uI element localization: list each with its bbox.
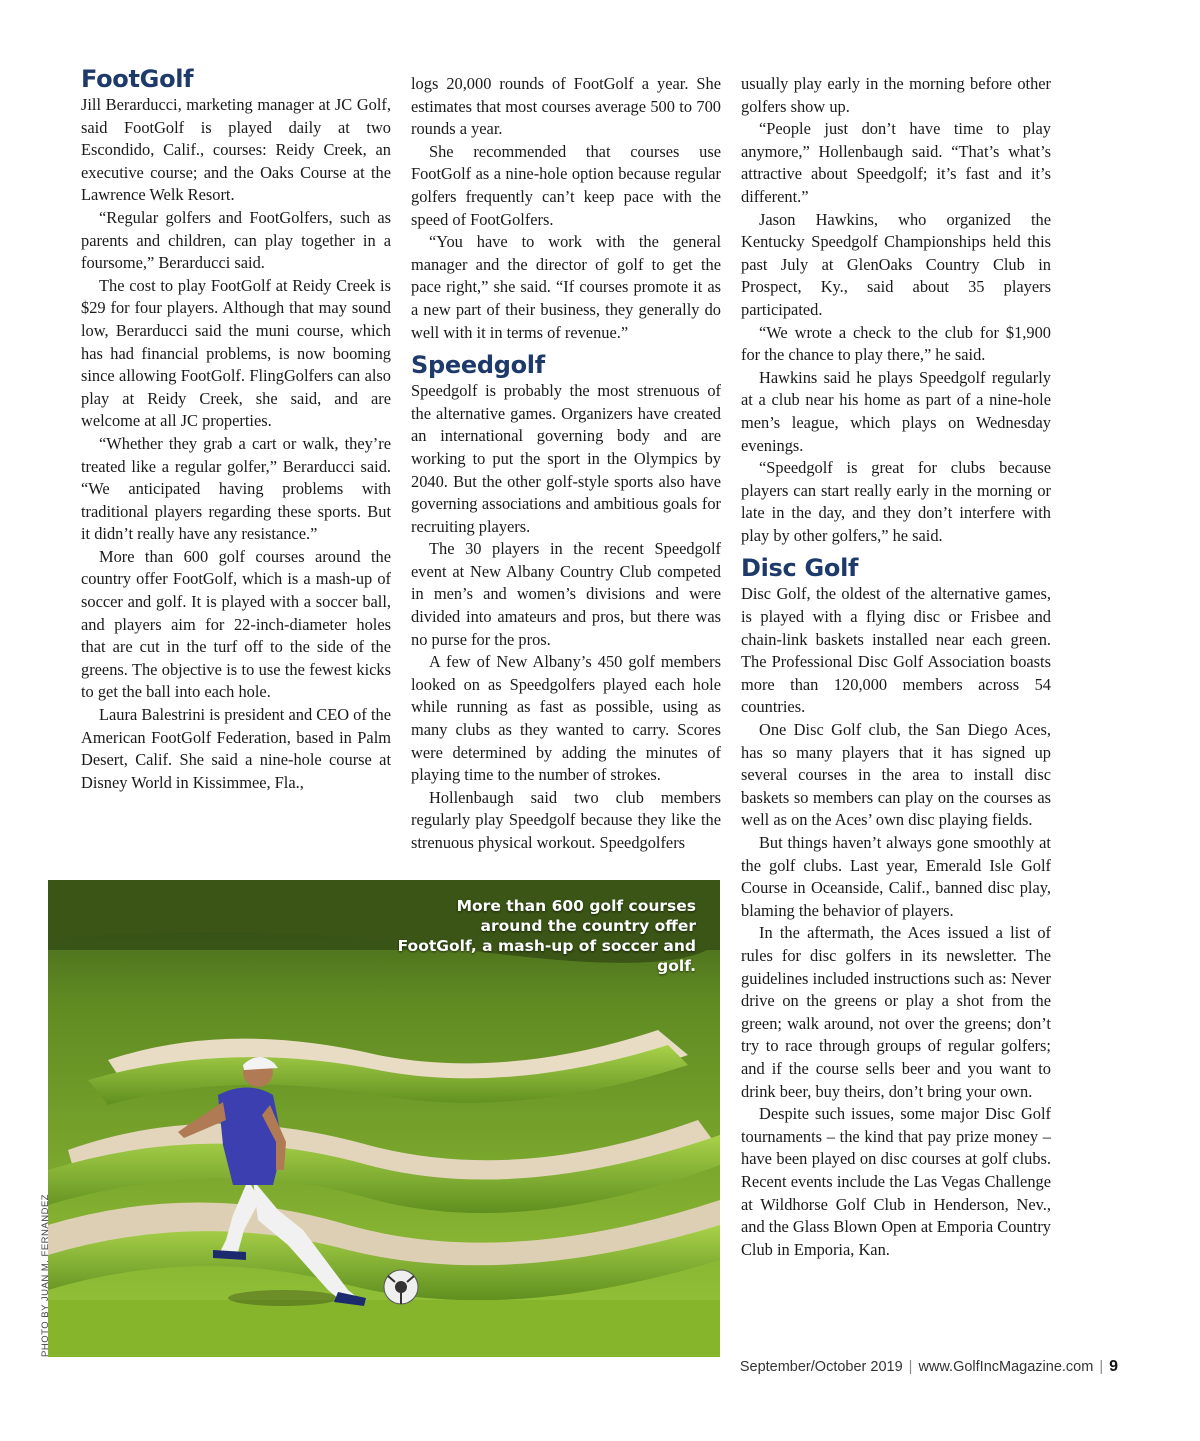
footgolf-photo (48, 880, 720, 1357)
page-footer (740, 1358, 1118, 1376)
paragraph: “People just don’t have time to play anymore,” Hollenbaugh said. “That’s what’s attractive about Speedgolf; it’s fast and it’s different.” (741, 119, 1051, 206)
paragraph: Speedgolf is probably the most strenuous of the alternative games. Organizers have created an international governing body and are working to put the sport in the Olympics by 2040. But the other golf-style sports also have governing associations and ambitious goals for recruiting players. (411, 381, 721, 536)
fairway (48, 1300, 720, 1357)
paragraph: “You have to work with the general manager and the director of golf to get the pace right,” she said. “If courses promote it as a new part of their business, they generally do well with it in terms of revenue.” (411, 232, 721, 342)
paragraph: More than 600 golf courses around the country offer FootGolf, which is a mash-up of soccer and golf. It is played with a soccer ball, and players aim for 22-inch-diameter holes that are cut in the turf off to the side of the greens. The objective is to use the fewest kicks to get the ball into each hole. (81, 546, 391, 702)
column-1 (81, 64, 391, 794)
paragraph: Laura Balestrini is president and CEO of the American FootGolf Federation, based in Palm Desert, Calif. She said a nine-hole course at Disney World in Kissimmee, Fla., (81, 705, 391, 792)
section-heading-disc-golf: Disc Golf (741, 554, 859, 583)
paragraph: Despite such issues, some major Disc Golf tournaments – the kind that pay prize money – have been played on disc courses at golf clubs. Recent events include the Las Vegas Challenge at Wildhorse Golf Club in Henderson, Nev., and the Glass Blown Open at Emporia Country Club in Emporia, Kan. (741, 1104, 1052, 1259)
website-link[interactable]: www.GolfIncMagazine.com (918, 1359, 1094, 1375)
paragraph: In the aftermath, the Aces issued a list of rules for disc golfers in its newsletter. The guidelines included instructions such as: Never drive on the greens or play a shot from the green; walk around, not over the greens; don’t try to race through groups of regular golfers; and if the course sells beer and you want to drink beer, buy theirs, don’t bring your own. (741, 923, 1051, 1101)
section-heading-speedgolf: Speedgolf (411, 351, 545, 380)
paragraph: Hollenbaugh said two club members regularly play Speedgolf because they like the strenuous physical workout. Speedgolfers (411, 787, 721, 852)
paragraph: Jason Hawkins, who organized the Kentucky Speedgolf Championships held this past July at GlenOaks Country Club in Prospect, Ky., said about 35 players participated. (741, 209, 1051, 319)
column-3 (741, 73, 1051, 1261)
photo-caption: More than 600 golf courses around the country offer FootGolf, a mash-up of soccer and golf. (397, 897, 696, 975)
paragraph: Disc Golf, the oldest of the alternative games, is played with a flying disc or Frisbee and chain-link baskets installed near each green. The Professional Disc Golf Association boasts more than 120,000 members across 54 countries. (741, 584, 1051, 717)
paragraph: She recommended that courses use FootGolf as a nine-hole option because regular golfers frequently can’t keep pace with the speed of FootGolfers. (411, 141, 721, 229)
paragraph: Jill Berarducci, marketing manager at JC Golf, said FootGolf is played daily at two Escondido, Calif., courses: Reidy Creek, an executive course; and the Oaks Course at the Lawrence Welk Resort. (81, 95, 391, 205)
paragraph: But things haven’t always gone smoothly at the golf clubs. Last year, Emerald Isle Golf Course in Oceanside, Calif., banned disc play, blaming the behavior of players. (741, 833, 1051, 920)
issue-date: September/October 2019 (739, 1359, 903, 1375)
paragraph: usually play early in the morning before other golfers show up. (741, 74, 1051, 116)
paragraph: The 30 players in the recent Speedgolf event at New Albany Country Club competed in men’s and women’s divisions and were divided into amateurs and pros, but there was no purse for the pros. (411, 539, 721, 649)
paragraph: “Speedgolf is great for clubs because players can start really early in the morning or late in the day, and they don’t interfere with play by other golfers,” he said. (741, 458, 1051, 545)
paragraph: One Disc Golf club, the San Diego Aces, has so many players that it has signed up several courses in the area to install disc baskets so members can play on the courses as well as on the Aces’ own disc playing fields. (741, 720, 1051, 830)
paragraph: “Whether they grab a cart or walk, they’re treated like a regular golfer,” Berarducci said. “We anticipated having problems with traditional players regarding these sports. But it didn’t really have any resistance.” (81, 433, 391, 544)
footer-separator: | (1099, 1359, 1104, 1375)
paragraph: The cost to play FootGolf at Reidy Creek is $29 for four players. Although that may sound low, Berarducci said the muni course, which has had financial problems, is now booming since allowing FootGolf. FlingGolfers can also play at Reidy Creek, she said, and are welcome at all JC properties. (81, 275, 391, 431)
paragraph: “We wrote a check to the club for $1,900 for the chance to play there,” he said. (741, 322, 1051, 365)
paragraph: “Regular golfers and FootGolfers, such as parents and children, can play together in a foursome,” Berarducci said. (81, 207, 391, 273)
paragraph: Hawkins said he plays Speedgolf regularly at a club near his home as part of a nine-hole men’s league, which plays on Wednesday evenings. (741, 367, 1051, 455)
paragraph: A few of New Albany’s 450 golf members looked on as Speedgolfers played each hole while running as fast as possible, using as many clubs as they wanted to carry. Scores were determined by adding the minutes of playing time to the number of strokes. (411, 652, 721, 785)
footer-separator: | (908, 1359, 913, 1375)
section-heading-footgolf: FootGolf (81, 65, 194, 93)
paragraph: logs 20,000 rounds of FootGolf a year. She estimates that most courses average 500 to 700 rounds a year. (411, 74, 721, 139)
soccer-ball-icon (384, 1270, 418, 1304)
column-2 (411, 73, 721, 855)
page-number: 9 (1109, 1358, 1118, 1375)
photo-credit: PHOTO BY JUAN M. FERNANDEZ (40, 1193, 51, 1357)
